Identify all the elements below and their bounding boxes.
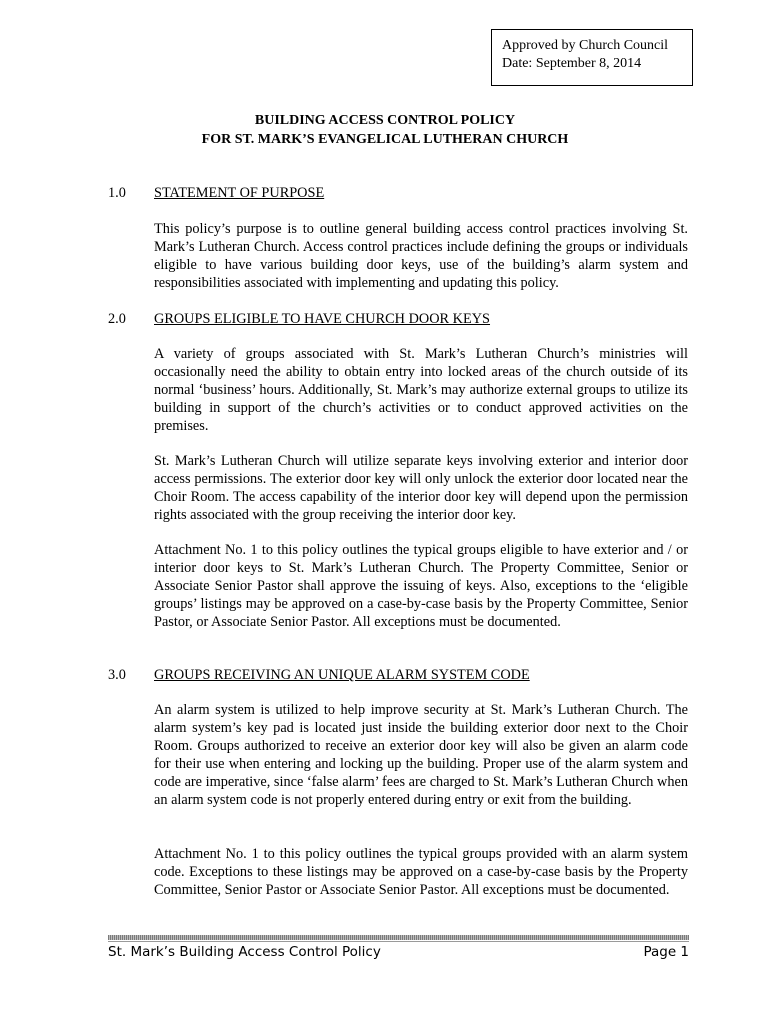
paragraph: This policy’s purpose is to outline general building access control practices involving St. Mark’s Lutheran Church. Access control practices include defining the groups or individuals eligible to have various building door keys, use of the building’s alarm system and responsibilities associated with implementing and updating this policy. <box>154 221 688 291</box>
footer-document-name: St. Mark’s Building Access Control Policy <box>108 944 381 960</box>
section-number: 3.0 <box>108 667 126 683</box>
paragraph: A variety of groups associated with St. Mark’s Lutheran Church’s ministries will occasionally need the ability to obtain entry into locked areas of the church outside of its normal ‘business’ hours. Additionally, St. Mark’s may authorize external groups to utilize its building in support of the church’s activities or to conduct approved activities on the premises. <box>154 346 688 434</box>
approval-date: Date: September 8, 2014 <box>502 56 642 71</box>
title-line-1: BUILDING ACCESS CONTROL POLICY <box>254 113 516 128</box>
section-heading-3 <box>108 666 530 684</box>
footer-page-number: Page 1 <box>643 944 689 960</box>
paragraph: An alarm system is utilized to help improve security at St. Mark’s Lutheran Church. The alarm system’s key pad is located just inside the building exterior door next to the Choir Room. Groups authorized to receive an exterior door key will also be given an alarm code for their use when entering and locking up the building. Proper use of the alarm system and code are imperative, since ‘false alarm’ fees are charged to St. Mark’s Lutheran Church when an alarm system code is not properly entered during entry or exit from the building. <box>154 702 688 808</box>
section-number: 1.0 <box>108 185 126 201</box>
section-heading-1 <box>108 184 324 202</box>
title-line-2: FOR ST. MARK’S EVANGELICAL LUTHERAN CHURCH <box>201 132 569 147</box>
section-title: GROUPS ELIGIBLE TO HAVE CHURCH DOOR KEYS <box>154 311 491 327</box>
approval-line: Approved by Church Council <box>502 38 669 53</box>
approval-box <box>491 29 693 86</box>
paragraph: St. Mark’s Lutheran Church will utilize separate keys involving exterior and interior door access permissions. The exterior door key will only unlock the exterior door located near the Choir Room. The access capability of the interior door key will depend upon the permission rights associated with the group receiving the interior door key. <box>154 453 688 523</box>
document-title <box>0 111 770 149</box>
section-number: 2.0 <box>108 311 126 327</box>
footer-rule-line <box>108 941 689 942</box>
paragraph: Attachment No. 1 to this policy outlines the typical groups provided with an alarm system code. Exceptions to these listings may be approved on a case-by-case basis by the Property Committee, Senior Pastor or Associate Senior Pastor. All exceptions must be documented. <box>154 846 688 898</box>
section-title: GROUPS RECEIVING AN UNIQUE ALARM SYSTEM CODE <box>154 667 530 683</box>
paragraph: Attachment No. 1 to this policy outlines the typical groups eligible to have exterior and / or interior door keys to St. Mark’s Lutheran Church. The Property Committee, Senior or Associate Senior Pastor shall approve the issuing of keys. Also, exceptions to the ‘eligible groups’ listings may be approved on a case-by-case basis by the Property Committee, Senior Pastor, or Associate Senior Pastor. All exceptions must be documented. <box>154 542 688 630</box>
section-title: STATEMENT OF PURPOSE <box>154 185 325 201</box>
footer-rule <box>108 935 689 940</box>
section-heading-2 <box>108 310 490 328</box>
